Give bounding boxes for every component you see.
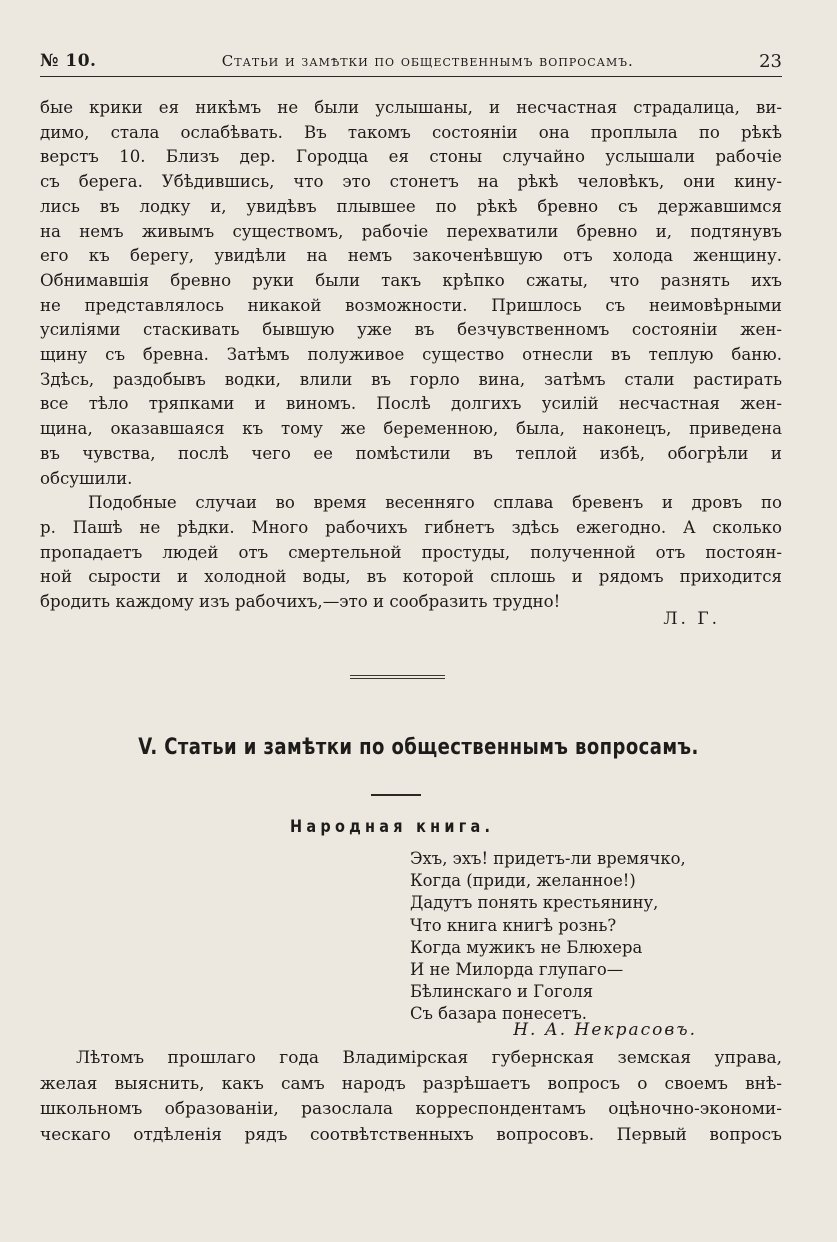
epigraph-line: Съ базара понесетъ.: [410, 1004, 588, 1024]
epigraph-line: Что книга книгѣ рознь?: [410, 915, 617, 935]
text-line: верстъ 10. Близъ дер. Городца ея стоны случайно услышали рабочіе: [40, 147, 782, 167]
running-header: [40, 46, 782, 76]
text-line: желая выяснить, какъ самъ народъ разрѣшаетъ вопросъ о своемъ внѣ-: [40, 1073, 782, 1094]
epigraph-line: Когда (приди, желанное!): [410, 871, 636, 891]
title-rule: [371, 794, 421, 796]
text-line: Подобные случаи во время весенняго сплава бревенъ и дровъ по: [88, 493, 782, 513]
epigraph-line: Бѣлинскаго и Гоголя: [410, 982, 594, 1002]
text-line: не представлялось никакой возможности. Пришлось съ неимовѣрными: [40, 295, 782, 315]
text-line: его къ берегу, увидѣли на немъ закоченѣвшую отъ холода женщину.: [40, 246, 782, 266]
article-body: [40, 1046, 782, 1148]
page-number: 23: [759, 50, 782, 72]
article-signature: Л. Г.: [663, 609, 720, 629]
epigraph-line: И не Милорда глупаго—: [410, 960, 624, 980]
text-line: обсушили.: [40, 468, 133, 488]
text-line: все тѣло тряпками и виномъ. Послѣ долгихъ усилій несчастная жен-: [40, 394, 782, 414]
text-line: ной сырости и холодной воды, въ которой сплошь и рядомъ приходится: [40, 567, 782, 587]
text-line: Здѣсь, раздобывъ водки, влили въ горло вина, затѣмъ стали растирать: [40, 369, 782, 389]
text-line: щину съ бревна. Затѣмъ полуживое существо отнесли въ теплую баню.: [40, 345, 782, 365]
text-line: школьномъ образованіи, разослала корреспондентамъ оцѣночно-экономи-: [40, 1099, 782, 1119]
running-title: Статьи и замѣтки по общественнымъ вопросамъ.: [221, 52, 634, 70]
epigraph-author: Н. А. Некрасовъ.: [513, 1020, 697, 1040]
section-title: V. Статьи и замѣтки по общественнымъ вопросамъ.: [138, 735, 699, 760]
text-line: бые крики ея никѣмъ не были услышаны, и несчастная страдалица, ви-: [40, 98, 782, 117]
text-line: щина, оказавшаяся къ тому же беременною, была, наконецъ, приведена: [40, 419, 782, 439]
header-rule: [40, 76, 782, 77]
text-line: усиліями стаскивать бывшую уже въ безчувственномъ состояніи жен-: [40, 320, 782, 340]
article-text: [40, 96, 782, 615]
article-title: Народная книга.: [290, 817, 495, 837]
epigraph: [410, 848, 686, 1026]
text-line: ческаго отдѣленія рядъ соотвѣтственныхъ вопросовъ. Первый вопросъ: [40, 1124, 782, 1145]
epigraph-line: Когда мужикъ не Блюхера: [410, 937, 643, 957]
text-line: лись въ лодку и, увидѣвъ плывшее по рѣкѣ бревно съ державшимся: [40, 196, 782, 216]
text-line: въ чувства, послѣ чего ее помѣстили въ теплой избѣ, обогрѣли и: [40, 443, 782, 463]
text-line: бродить каждому изъ рабочихъ,—это и сообразить трудно!: [40, 592, 561, 612]
text-line: Обнимавшія бревно руки были такъ крѣпко сжаты, что разнять ихъ: [40, 270, 782, 290]
epigraph-line: Эхъ, эхъ! придетъ-ли времячко,: [410, 849, 686, 868]
text-line: димо, стала ослабѣвать. Въ такомъ состояніи она проплыла по рѣкѣ: [40, 122, 782, 142]
text-line: на немъ живымъ существомъ, рабочіе перехватили бревно и, подтянувъ: [40, 221, 782, 241]
text-line: Лѣтомъ прошлаго года Владимірская губернская земская управа,: [76, 1048, 782, 1068]
epigraph-line: Дадутъ понять крестьянину,: [410, 893, 659, 913]
text-line: р. Пашѣ не рѣдки. Много рабочихъ гибнетъ здѣсь ежегодно. А сколько: [40, 517, 782, 537]
section-divider: [350, 675, 445, 681]
text-line: пропадаетъ людей отъ смертельной простуды, полученной отъ постоян-: [40, 542, 782, 562]
text-line: съ берега. Убѣдившись, что это стонетъ на рѣкѣ человѣкъ, они кину-: [40, 172, 782, 192]
issue-number: № 10.: [40, 51, 97, 71]
